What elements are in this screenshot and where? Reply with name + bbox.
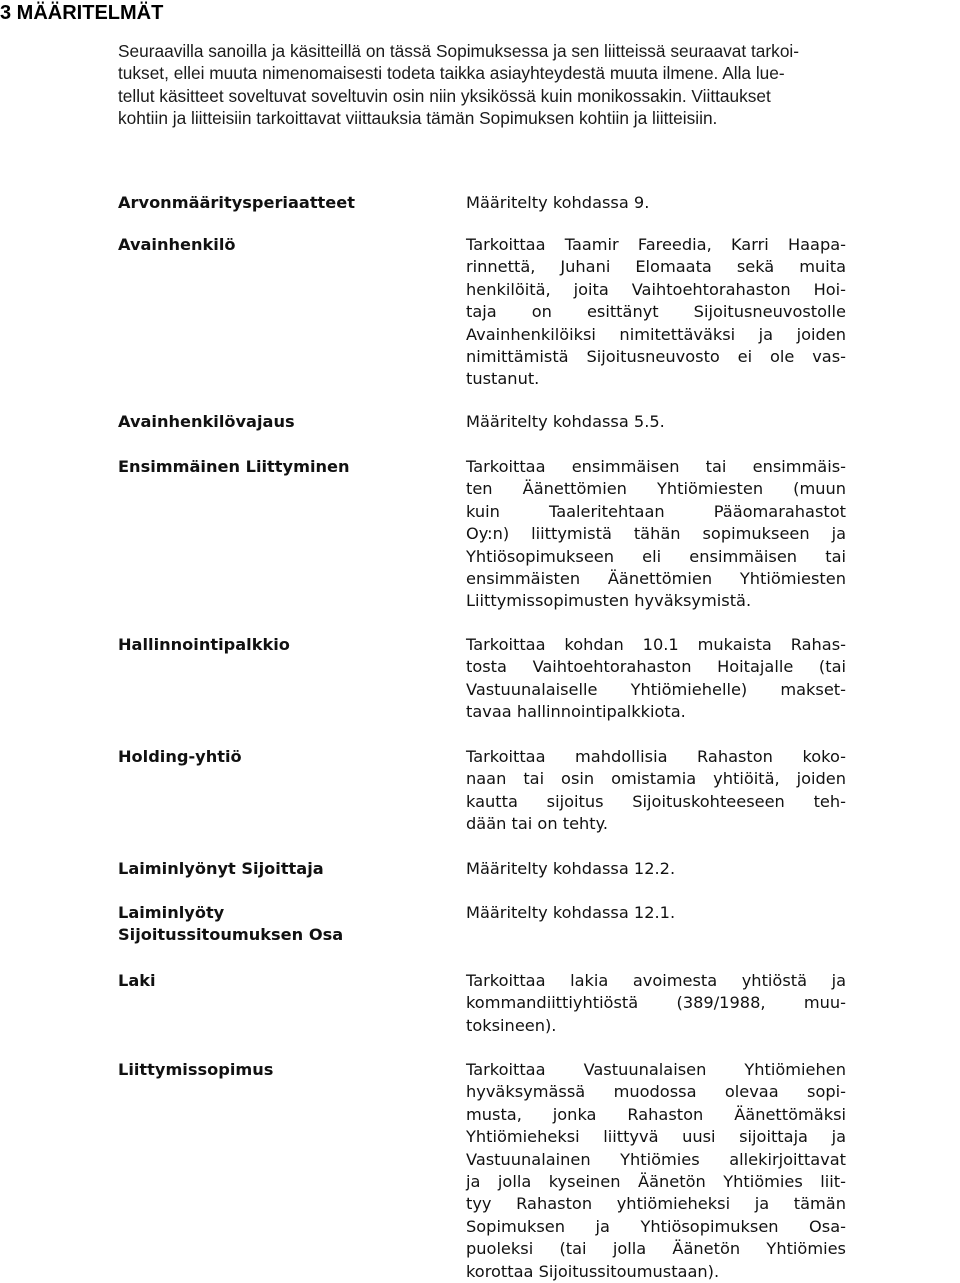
definition-term bbox=[118, 746, 453, 768]
definition-text bbox=[466, 192, 846, 214]
definition-line: toksineen). bbox=[466, 1015, 557, 1035]
definition-term-line: Hallinnointipalkkio bbox=[118, 635, 290, 654]
definition-term-line: Liittymissopimus bbox=[118, 1060, 274, 1079]
definition-term bbox=[118, 970, 453, 992]
definition-line: nimittämistä Sijoitusneuvosto ei ole vas- bbox=[466, 347, 846, 367]
intro-line: tukset, ellei muuta nimenomaisesti todeta taikka asiayhteydestä muuta ilmene. Alla luе- bbox=[118, 63, 785, 84]
definition-line: korottaa Sijoitussitoumustaan). bbox=[466, 1261, 720, 1281]
definition-line: rinnettä, Juhani Elomaata sekä muita bbox=[466, 257, 846, 277]
definition-line: Määritelty kohdassa 12.1. bbox=[466, 903, 676, 922]
definition-line: tosta Vaihtoehtorahaston Hoitajalle (tai bbox=[466, 657, 846, 677]
definition-text bbox=[466, 858, 846, 880]
definition-line: ja jolla kyseinen Äänetön Yhtiömies liit- bbox=[466, 1172, 846, 1192]
definition-term bbox=[118, 902, 453, 947]
definition-line: Määritelty kohdassa 12.2. bbox=[466, 859, 676, 878]
definition-line: Tarkoittaa kohdan 10.1 mukaista Rahas- bbox=[466, 635, 846, 654]
definition-line: Tarkoittaa Taamir Fareedia, Karri Haapa- bbox=[466, 235, 846, 254]
section-heading: 3 MÄÄRITELMÄT bbox=[0, 2, 164, 24]
definition-term-line: Ensimmäinen Liittyminen bbox=[118, 457, 350, 476]
definition-line: Oy:n) liittymistä tähän sopimukseen ja bbox=[466, 524, 846, 544]
definition-line: kommandiittiyhtiöstä (389/1988, muu- bbox=[466, 993, 846, 1013]
definition-term-line: Avainhenkilö bbox=[118, 235, 236, 254]
definition-line: Tarkoittaa Vastuunalaisen Yhtiömiehen bbox=[466, 1060, 846, 1079]
definition-line: Vastuunalaiselle Yhtiömiehelle) makset- bbox=[466, 679, 846, 699]
definition-term bbox=[118, 192, 453, 214]
definition-line: Avainhenkilöiksi nimitettäväksi ja joiden bbox=[466, 324, 846, 344]
definition-line: Liittymissopimusten hyväksymistä. bbox=[466, 591, 752, 611]
definition-term-line: Holding-yhtiö bbox=[118, 747, 242, 766]
definition-term bbox=[118, 456, 453, 478]
definition-line: kautta sijoitus Sijoituskohteeseen teh- bbox=[466, 791, 846, 811]
definition-line: Yhtiömieheksi liittyvä uusi sijoittaja ja bbox=[466, 1127, 846, 1147]
definition-line: taja on esittänyt Sijoitusneuvostolle bbox=[466, 302, 846, 322]
definition-line: ensimmäisten Äänettömien Yhtiömiesten bbox=[466, 569, 846, 589]
definition-line: kuin Taaleritehtaan Pääomarahastot bbox=[466, 501, 846, 521]
definition-line: Tarkoittaa lakia avoimesta yhtiöstä ja bbox=[466, 971, 846, 990]
definition-term bbox=[118, 1059, 453, 1081]
definition-text bbox=[466, 411, 846, 433]
definition-line: tyy Rahaston yhtiömieheksi ja tämän bbox=[466, 1194, 846, 1214]
definition-line: Vastuunalainen Yhtiömies allekirjoittavat bbox=[466, 1149, 846, 1169]
definition-term bbox=[118, 234, 453, 256]
definition-line: Tarkoittaa ensimmäisen tai ensimmäis- bbox=[466, 457, 846, 476]
definition-term bbox=[118, 411, 453, 433]
definition-line: Sopimuksen ja Yhtiösopimuksen Osa- bbox=[466, 1216, 846, 1236]
definition-line: hyväksymässä muodossa olevaa sopi- bbox=[466, 1082, 846, 1102]
definition-text bbox=[466, 234, 846, 391]
definition-term bbox=[118, 634, 453, 656]
definition-line: tavaa hallinnointipalkkiota. bbox=[466, 702, 686, 722]
intro-line: kohtiin ja liitteisiin tarkoittavat viittauksia tämän Sopimuksen kohtiin ja liitteisiin. bbox=[118, 108, 718, 129]
definition-term-line: Laki bbox=[118, 971, 156, 990]
definition-line: dään tai on tehty. bbox=[466, 814, 609, 834]
intro-line: Seuraavilla sanoilla ja käsitteillä on tässä Sopimuksessa ja sen liitteissä seuraavat tarkoi- bbox=[118, 41, 800, 61]
definition-text bbox=[466, 970, 846, 1037]
definition-term-line: Laiminlyönyt Sijoittaja bbox=[118, 859, 324, 878]
definition-line: tustanut. bbox=[466, 369, 540, 389]
intro-paragraph bbox=[118, 40, 960, 130]
definition-text bbox=[466, 456, 846, 613]
definition-line: ten Äänettömien Yhtiömiesten (muun bbox=[466, 479, 846, 499]
definition-line: Määritelty kohdassa 9. bbox=[466, 193, 650, 212]
definition-term-line: Laiminlyöty bbox=[118, 903, 225, 922]
definition-term bbox=[118, 858, 453, 880]
definition-term-line: Avainhenkilövajaus bbox=[118, 412, 295, 431]
definition-line: Määritelty kohdassa 5.5. bbox=[466, 412, 665, 431]
definition-line: Yhtiösopimukseen eli ensimmäisen tai bbox=[466, 546, 846, 566]
definition-line: puoleksi (tai jolla Äänetön Yhtiömies bbox=[466, 1239, 846, 1259]
definition-term-line: Sijoitussitoumuksen Osa bbox=[118, 925, 344, 945]
definition-text bbox=[466, 746, 846, 836]
definition-text bbox=[466, 1059, 846, 1283]
definition-term-line: Arvonmääritysperiaatteet bbox=[118, 193, 355, 212]
definition-line: musta, jonka Rahaston Äänettömäksi bbox=[466, 1104, 846, 1124]
definition-line: Tarkoittaa mahdollisia Rahaston koko- bbox=[466, 747, 846, 766]
definition-text bbox=[466, 902, 846, 924]
definition-line: naan tai osin omistamia yhtiöitä, joiden bbox=[466, 769, 846, 789]
definition-text bbox=[466, 634, 846, 724]
definition-line: henkilöitä, joita Vaihtoehtorahaston Hoi- bbox=[466, 279, 846, 299]
intro-line: tellut käsitteet soveltuvat soveltuvin osin niin yksikössä kuin monikossakin. Viittaukset bbox=[118, 85, 771, 106]
